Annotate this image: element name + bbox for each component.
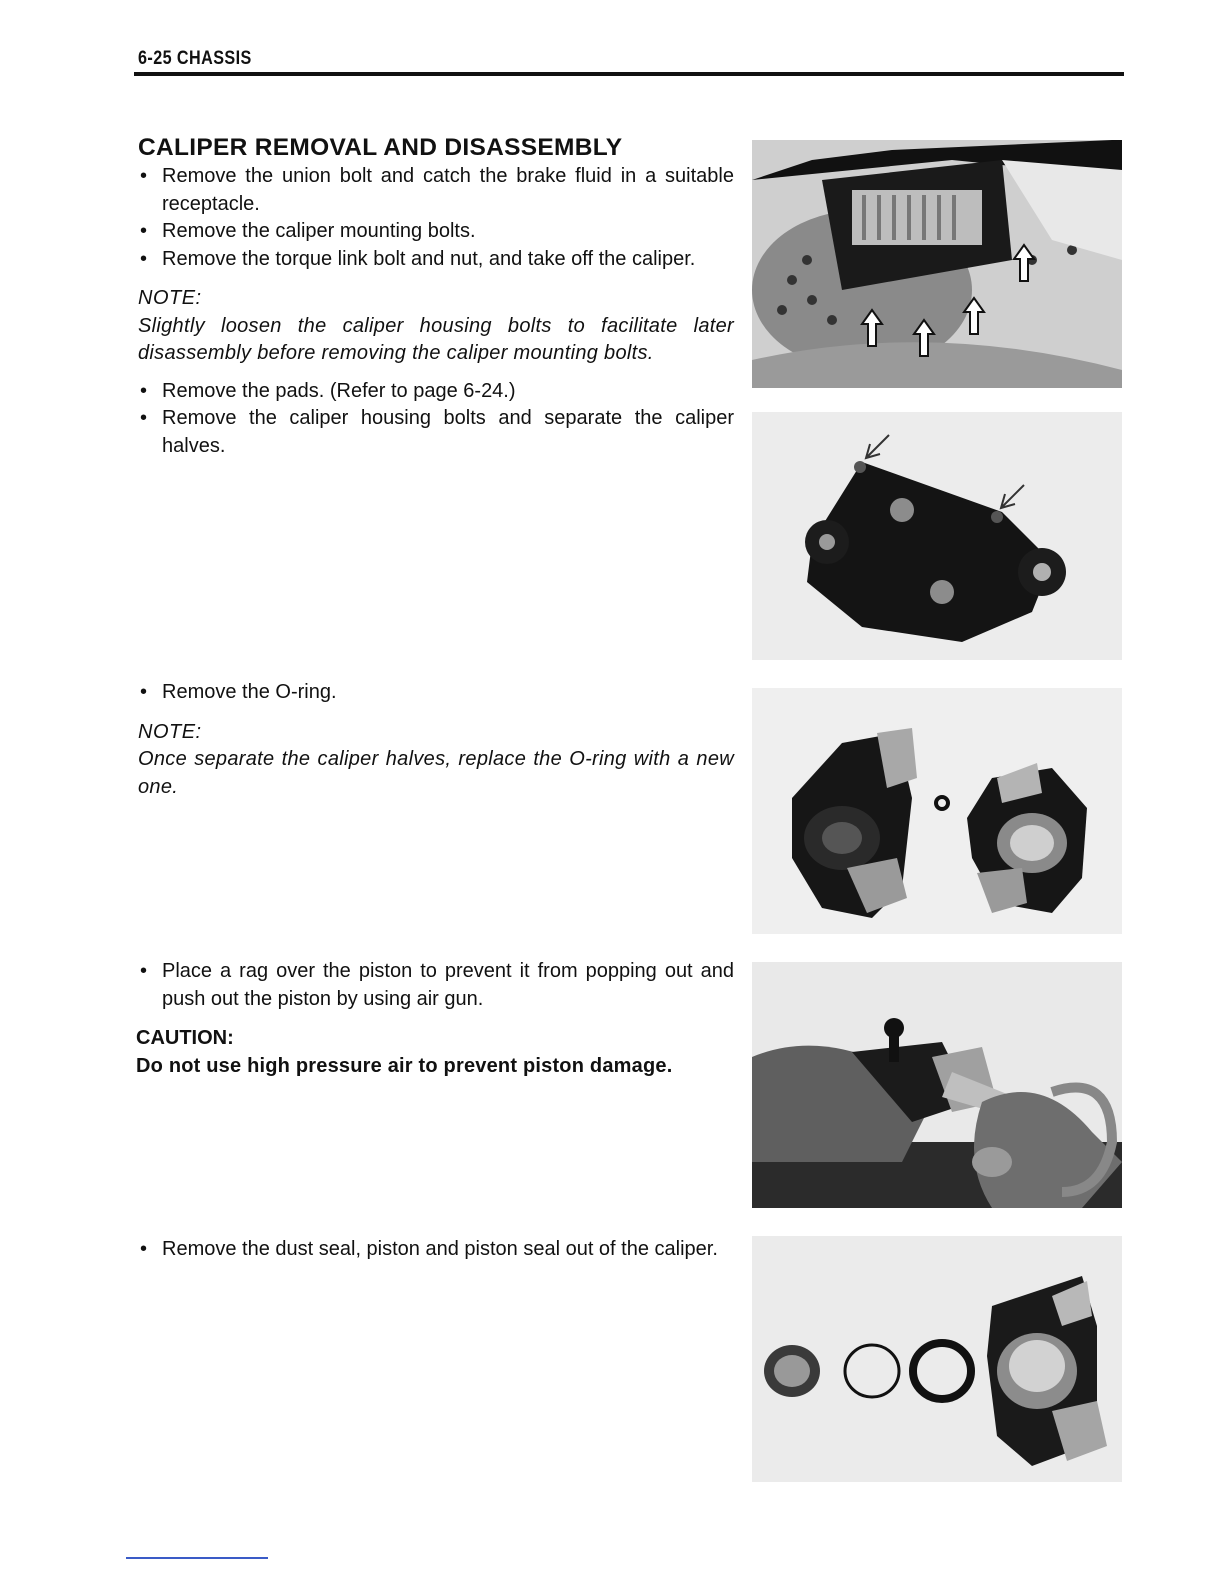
section-title: CALIPER REMOVAL AND DISASSEMBLY (138, 134, 623, 161)
photo-air-gun-piston (752, 962, 1122, 1208)
step-remove-dust-seal: • Remove the dust seal, piston and piston seal out of the caliper. (134, 1236, 734, 1264)
step-remove-union-bolt: • Remove the union bolt and catch the brake fluid in a suitable receptacle. (134, 163, 734, 218)
note-label: NOTE: (138, 287, 202, 309)
photo-caliper-housing (752, 412, 1122, 660)
note-label: NOTE: (138, 720, 202, 743)
note-text: Once separate the caliper halves, replace the O-ring with a new one. (138, 748, 734, 798)
step-remove-o-ring: • Remove the O-ring. (134, 679, 734, 707)
note-text: Slightly loosen the caliper housing bolts to facilitate later disassembly before removing the caliper mounting bolts. (138, 314, 734, 364)
header-rule (134, 72, 1124, 76)
step-remove-mounting-bolts: • Remove the caliper mounting bolts. (134, 218, 734, 246)
photo-caliper-halves-o-ring (752, 688, 1122, 934)
photo-caliper-on-disc (752, 140, 1122, 388)
caution-text: Do not use high pressure air to prevent piston damage. (136, 1054, 673, 1077)
caution-label: CAUTION: (136, 1027, 234, 1049)
photo-piston-and-seals (752, 1236, 1122, 1482)
page-header-label: 6-25 CHASSIS (138, 48, 252, 69)
section-block-4 (134, 1236, 734, 1264)
step-remove-torque-link: • Remove the torque link bolt and nut, and take off the caliper. (134, 246, 734, 274)
section-block-2 (134, 679, 734, 801)
step-push-out-piston: • Place a rag over the piston to prevent it from popping out and push out the piston by using air gun. (134, 958, 734, 1013)
section-block-3 (134, 958, 734, 1080)
step-remove-housing-bolts: • Remove the caliper housing bolts and separate the caliper halves. (134, 405, 734, 460)
footer-rule (126, 1557, 268, 1559)
section-block-1 (134, 133, 734, 460)
step-remove-pads: • Remove the pads. (Refer to page 6-24.) (134, 378, 734, 406)
